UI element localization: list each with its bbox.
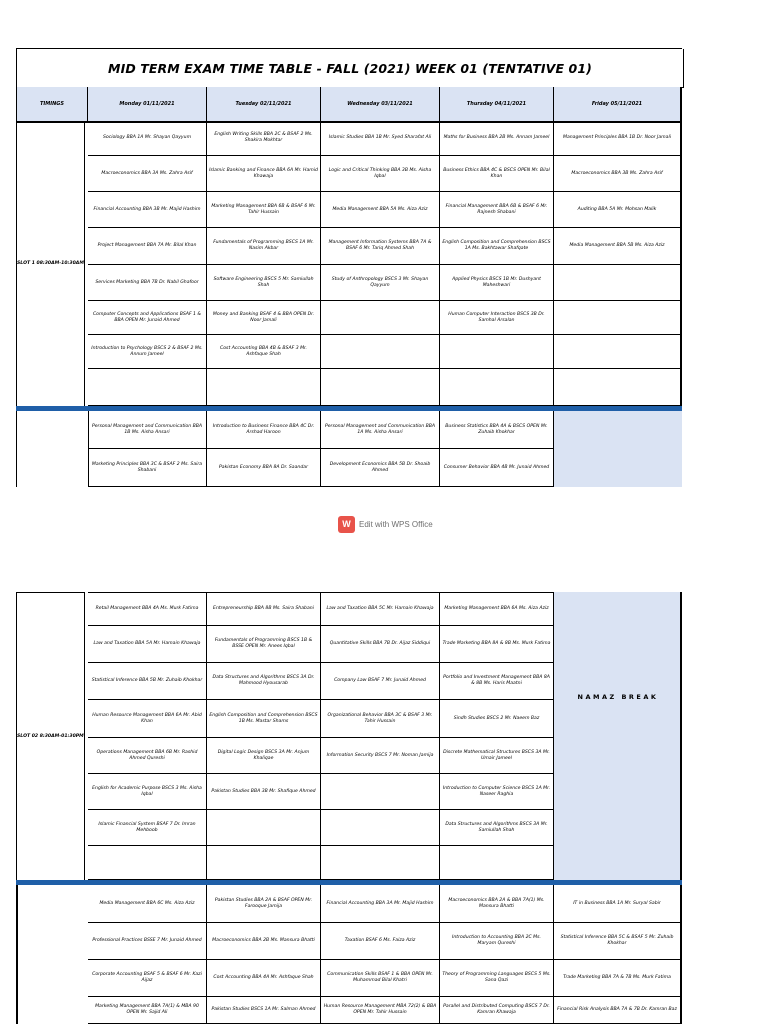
- exam-cell: Media Management BBA 5A Ms. Aiza Aziz: [321, 192, 440, 228]
- exam-cell: Law and Taxation BBA 5C Mr. Hamain Khawaja: [321, 592, 440, 626]
- header-monday: Monday 01/11/2021: [88, 87, 207, 121]
- exam-cell: Trade Marketing BBA 8A & 8B Ms. Murk Fatima: [440, 626, 554, 663]
- grid-line: [16, 411, 17, 487]
- exam-cell: [321, 335, 440, 369]
- exam-cell: [321, 846, 440, 880]
- exam-cell: Introduction to Psychology BSCS 2 & BSAF 2 Ms. Annum Jameel: [88, 335, 207, 369]
- exam-cell: Introduction to Computer Science BSCS 1A Mr. Naseer Raghia: [440, 774, 554, 810]
- slot1-timing-label: SLOT 1 08:30AM-10:30AM: [17, 261, 84, 266]
- exam-cell: Media Management BBA 5B Ms. Aiza Aziz: [554, 228, 682, 265]
- exam-cell: Personal Management and Communication BBA 1B Ms. Aisha Ansari: [88, 411, 207, 449]
- slot1-timing-cell: [16, 121, 85, 406]
- exam-cell: Pakistan Studies BBA 3B Mr. Shafique Ahmed: [207, 774, 321, 810]
- timetable-sheet-1: [16, 48, 682, 487]
- exam-cell: IT in Business BBA 1A Mr. Suryal Sabir: [554, 885, 682, 923]
- exam-cell: Software Engineering BSCS 5 Mr. Samiullah Shah: [207, 265, 321, 301]
- exam-cell: Business Ethics BBA 4C & BSCS OPEN Mr. Bilal Khan: [440, 156, 554, 192]
- exam-cell: [321, 774, 440, 810]
- exam-cell: [554, 265, 682, 301]
- exam-cell: Sindh Studies BSCS 2 Mr. Naeem Baz: [440, 700, 554, 738]
- exam-cell: Macroeconomics BBA 3B Ms. Zahra Asif: [554, 156, 682, 192]
- header-thursday: Thursday 04/11/2021: [440, 87, 554, 121]
- header-friday: Friday 05/11/2021: [554, 87, 682, 121]
- exam-cell: [88, 846, 207, 880]
- exam-cell: Marketing Management BBA 6B & BSAF 6 Mr. Tahir Hussain: [207, 192, 321, 228]
- exam-cell: [554, 369, 682, 406]
- exam-cell: Financial Accounting BBA 3A Mr. Majid Hashim: [321, 885, 440, 923]
- friday-break-area: [554, 411, 682, 487]
- exam-cell: [207, 369, 321, 406]
- exam-cell: Theory of Programming Languages BSCS 5 Ms. Sana Qazi: [440, 960, 554, 997]
- slot2-timing-cell: [16, 592, 85, 880]
- exam-cell: [440, 846, 554, 880]
- exam-cell: Management Principles BBA 1B Dr. Noor Jamali: [554, 121, 682, 156]
- exam-cell: Company Law BSAF 7 Mr. Junaid Ahmed: [321, 663, 440, 700]
- exam-cell: Personal Management and Communication BBA 1A Ms. Aisha Ansari: [321, 411, 440, 449]
- exam-cell: Trade Marketing BBA 7A & 7B Ms. Murk Fatima: [554, 960, 682, 997]
- grid-line: [88, 411, 89, 487]
- header-tuesday: Tuesday 02/11/2021: [207, 87, 321, 121]
- wps-logo-icon: W: [338, 516, 355, 533]
- wps-watermark-text: Edit with WPS Office: [359, 519, 433, 529]
- exam-cell: Study of Anthropology BSCS 3 Mr. Shayan Qayyum: [321, 265, 440, 301]
- exam-cell: Islamic Banking and Finance BBA 6A Mr. Hamid Khawaja: [207, 156, 321, 192]
- exam-cell: Maths for Business BBA 2B Ms. Annam Jameel: [440, 121, 554, 156]
- exam-cell: Law and Taxation BBA 5A Mr. Hamain Khawaja: [88, 626, 207, 663]
- exam-cell: Quantitative Skills BBA 7B Dr. Aijaz Siddiqui: [321, 626, 440, 663]
- exam-cell: Data Structures and Algorithms BSCS 3A Dr. Mahmood Hyousarab: [207, 663, 321, 700]
- exam-cell: Fundamentals of Programming BSCS 1B & BSSE OPEN Mr. Anees Iqbal: [207, 626, 321, 663]
- slot2-timing-label: SLOT 02 8:30AM-01:30PM: [17, 734, 84, 739]
- exam-cell: Information Security BSCS 7 Mr. Noman Jamija: [321, 738, 440, 774]
- exam-cell: Financial Accounting BBA 3B Mr. Majid Hashim: [88, 192, 207, 228]
- exam-cell: Parallel and Distributed Computing BSCS 7 Dr. Kamran Khawaja: [440, 997, 554, 1024]
- header-wednesday: Wednesday 03/11/2021: [321, 87, 440, 121]
- exam-cell: [440, 369, 554, 406]
- exam-cell: Discrete Mathematical Structures BSCS 3A Mr. Umair Jameel: [440, 738, 554, 774]
- exam-cell: [554, 335, 682, 369]
- exam-cell: Consumer Behavior BBA 4B Mr. Junaid Ahmed: [440, 449, 554, 487]
- exam-cell: Services Marketing BBA 7B Dr. Nabil Ghafoor: [88, 265, 207, 301]
- exam-cell: Entrepreneurship BBA 8B Ms. Saira Shabani: [207, 592, 321, 626]
- exam-cell: Digital Logic Design BSCS 3A Mr. Anjum Khaliqae: [207, 738, 321, 774]
- exam-cell: Macroeconomics BBA 2B Ms. Mansura Bhatti: [207, 923, 321, 960]
- exam-cell: [321, 810, 440, 846]
- exam-cell: Data Structures and Algorithms BSCS 3A Mr. Samiullah Shah: [440, 810, 554, 846]
- exam-cell: [440, 335, 554, 369]
- exam-cell: Cost Accounting BBA 4B & BSAF 3 Mr. Ashfaque Shah: [207, 335, 321, 369]
- timetable-title: MID TERM EXAM TIME TABLE - FALL (2021) WEEK 01 (TENTATIVE 01): [16, 49, 684, 88]
- exam-cell: Macroeconomics BBA 3A Ms. Zahra Asif: [88, 156, 207, 192]
- exam-cell: Media Management BBA 6C Ms. Aiza Aziz: [88, 885, 207, 923]
- exam-cell: Introduction to Business Finance BBA 4C Dr. Arshad Haroon: [207, 411, 321, 449]
- header-timings: TIMINGS: [16, 87, 88, 121]
- exam-cell: [554, 301, 682, 335]
- exam-cell: Management Information Systems BBA 7A & BSAF 6 Mr. Tariq Ahmed Shah: [321, 228, 440, 265]
- exam-cell: [321, 369, 440, 406]
- exam-cell: Logic and Critical Thinking BBA 3B Ms. Aisha Iqbal: [321, 156, 440, 192]
- exam-cell: Operations Management BBA 6B Mr. Rashid Ahmed Qureshi: [88, 738, 207, 774]
- wps-watermark: [338, 515, 433, 533]
- header-row: [16, 87, 682, 123]
- exam-cell: Retail Management BBA 4A Ms. Murk Fatima: [88, 592, 207, 626]
- exam-cell: Marketing Principles BBA 3C & BSAF 2 Ms. Saira Shabani: [88, 449, 207, 487]
- exam-cell: Islamic Financial System BSAF 7 Dr. Imran Mehboob: [88, 810, 207, 846]
- exam-cell: [207, 810, 321, 846]
- exam-cell: [321, 301, 440, 335]
- exam-cell: Statistical Inference BBA 5B Mr. Zuhaib Khokhar: [88, 663, 207, 700]
- exam-cell: Islamic Studies BBA 1B Mr. Syed Sharafat Ali: [321, 121, 440, 156]
- exam-cell: Marketing Management BBA 7A(1) & MBA 90 OPEN Mr. Sajid Ali: [88, 997, 207, 1024]
- exam-cell: Macroeconomics BBA 2A & BBA 7A(1) Ms. Mansura Bhatti: [440, 885, 554, 923]
- exam-cell: Money and Banking BSAF 4 & BBA OPEN Dr. Noor Jamali: [207, 301, 321, 335]
- exam-cell: Financial Management BBA 6B & BSAF 6 Mr. Rajnesh Shabani: [440, 192, 554, 228]
- exam-cell: Marketing Management BBA 6A Ms. Aiza Aziz: [440, 592, 554, 626]
- exam-cell: Human Computer Interaction BSCS 3B Dr. Samhal Arsalan: [440, 301, 554, 335]
- exam-cell: Pakistan Studies BBA 2A & BSAF OPEN Mr. Farooque Jamija: [207, 885, 321, 923]
- exam-cell: [207, 846, 321, 880]
- slot3-timing-cell: [16, 885, 18, 1024]
- exam-cell: Sociology BBA 1A Mr. Shayan Qayyum: [88, 121, 207, 156]
- exam-cell: Applied Physics BSCS 1B Mr. Dushyant Maheshwari: [440, 265, 554, 301]
- exam-cell: Statistical Inference BBA 5C & BSAF 5 Mr. Zuhaib Khokhar: [554, 923, 682, 960]
- exam-cell: Auditing BBA 5A Mr. Mohsan Malik: [554, 192, 682, 228]
- exam-cell: Professional Practices BSSE 7 Mr. Junaid Ahmed: [88, 923, 207, 960]
- exam-cell: Fundamentals of Programming BSCS 1A Mr. Nasim Akbar: [207, 228, 321, 265]
- exam-cell: Pakistan Studies BSCS 1A Mr. Salman Ahmed: [207, 997, 321, 1024]
- exam-cell: English Composition and Comprehension BSCS 1B Ms. Mastar Shams: [207, 700, 321, 738]
- exam-cell: Human Resource Management BBA 6A Mr. Abid Khan: [88, 700, 207, 738]
- timetable-sheet-2: [16, 592, 682, 1024]
- exam-cell: Portfolio and Investment Management BBA 8A & 8B Ms. Haris Maatni: [440, 663, 554, 700]
- exam-cell: Computer Concepts and Applications BSAF 1 & BBA OPEN Mr. Junaid Ahmed: [88, 301, 207, 335]
- exam-cell: Pakistan Economy BBA 8A Dr. Saandar: [207, 449, 321, 487]
- exam-cell: Business Statistics BBA 4A & BSCS OPEN Mr. Zuhaib Khokhar: [440, 411, 554, 449]
- exam-cell: Organizational Behavior BBA 3C & BSAF 3 Mr. Tahir Hussain: [321, 700, 440, 738]
- exam-cell: Financial Risk Analysis BBA 7A & 7B Dr. Kamran Baz: [554, 997, 682, 1024]
- exam-cell: Introduction to Accounting BBA 2C Ms. Maryam Qureshi: [440, 923, 554, 960]
- namaz-break-label: NAMAZ BREAK: [577, 693, 659, 701]
- exam-cell: Development Economics BBA 5B Dr. Shoaib Ahmed: [321, 449, 440, 487]
- exam-cell: Project Management BBA 7A Mr. Bilal Khan: [88, 228, 207, 265]
- exam-cell: English Writing Skills BBA 2C & BSAF 2 Ms. Shakira Mokhtar: [207, 121, 321, 156]
- exam-cell: English Composition and Comprehension BSCS 1A Ms. Bakhtawar Shafqate: [440, 228, 554, 265]
- exam-cell: Corporate Accounting BSAF 5 & BSAF 6 Mr. Kazi Aijaz: [88, 960, 207, 997]
- exam-cell: Cost Accounting BBA 4A Mr. Ashfaque Shah: [207, 960, 321, 997]
- exam-cell: Taxation BSAF 6 Ms. Faiza Aziz: [321, 923, 440, 960]
- exam-cell: Communication Skills BSAF 1 & BBA OPEN Mr. Muhammad Bilal Khatri: [321, 960, 440, 997]
- exam-cell: English for Academic Purpose BSCS 3 Ms. Aisha Iqbal: [88, 774, 207, 810]
- exam-cell: Human Resource Management MBA 72(2) & BBA OPEN Mr. Tahir Hussain: [321, 997, 440, 1024]
- exam-cell: [88, 369, 207, 406]
